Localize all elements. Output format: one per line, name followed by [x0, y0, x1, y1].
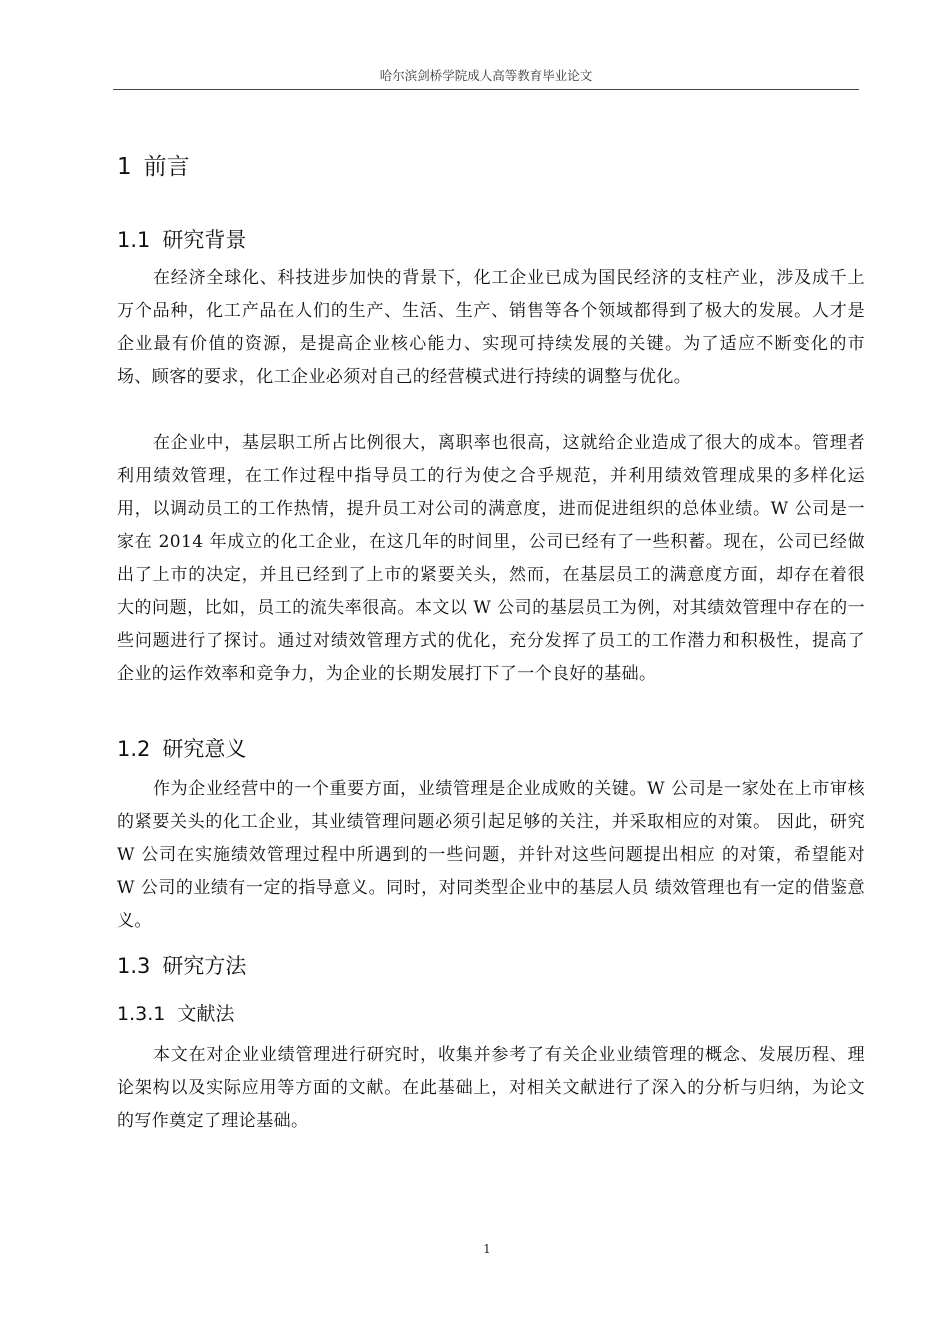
heading-number: 1.1	[117, 228, 151, 252]
heading-title: 研究背景	[162, 228, 247, 252]
significance-paragraph: 作为企业经营中的一个重要方面，业绩管理是企业成败的关键。W 公司是一家处在上市审核的紧要关头的化工企业，其业绩管理问题必须引起足够的关注，并采取相应的对策。 因此，研究 W 公司在实施绩效管理过程中所遇到的一些问题，并针对这些问题提出相应 的对策，希望能对 W 公司的业绩有一定的指导意义。同时，对同类型企业中的基层人员 绩效管理也有一定的借鉴意义。	[117, 779, 865, 931]
page-number: 1	[483, 1242, 491, 1256]
heading-introduction	[117, 148, 190, 181]
header-divider	[113, 89, 859, 90]
heading-number: 1.3.1	[117, 1003, 166, 1025]
heading-title: 研究意义	[162, 737, 247, 761]
heading-title: 前言	[143, 154, 190, 180]
heading-title: 文献法	[177, 1003, 235, 1025]
heading-research-methods	[117, 950, 246, 980]
background-paragraph-2: 在企业中，基层职工所占比例很大，离职率也很高，这就给企业造成了很大的成本。管理者利用绩效管理，在工作过程中指导员工的行为使之合乎规范，并利用绩效管理成果的多样化运用，以调动员工的工作热情，提升员工对公司的满意度，进而促进组织的总体业绩。W 公司是一家在 2014 年成立的化工企业，在这几年的时间里，公司已经有了一些积蓄。现在，公司已经做出了上市的决定，并且已经到了上市的紧要关头，然而，在基层员工的满意度方面，却存在着很大的问题，比如，员工的流失率很高。本文以 W 公司的基层员工为例，对其绩效管理中存在的一些问题进行了探讨。通过对绩效管理方式的优化，充分发挥了员工的工作潜力和积极性，提高了企业的运作效率和竞争力，为企业的长期发展打下了一个良好的基础。	[117, 433, 865, 684]
heading-number: 1	[117, 154, 132, 180]
literature-paragraph: 本文在对企业业绩管理进行研究时，收集并参考了有关企业业绩管理的概念、发展历程、理论架构以及实际应用等方面的文献。在此基础上，对相关文献进行了深入的分析与归纳，为论文的写作奠定了理论基础。	[117, 1045, 865, 1131]
heading-title: 研究方法	[162, 954, 247, 978]
running-header: 哈尔滨剑桥学院成人高等教育毕业论文	[379, 68, 593, 83]
heading-number: 1.3	[117, 954, 151, 978]
heading-literature-method	[117, 999, 234, 1026]
background-paragraph-1: 在经济全球化、科技进步加快的背景下，化工企业已成为国民经济的支柱产业，涉及成千上万个品种，化工产品在人们的生产、生活、生产、销售等各个领域都得到了极大的发展。人才是企业最有价值的资源，是提高企业核心能力、实现可持续发展的关键。为了适应不断变化的市场、顾客的要求，化工企业必须对自己的经营模式进行持续的调整与优化。	[117, 268, 865, 387]
heading-research-significance	[117, 733, 246, 763]
heading-research-background	[117, 224, 246, 254]
heading-number: 1.2	[117, 737, 151, 761]
